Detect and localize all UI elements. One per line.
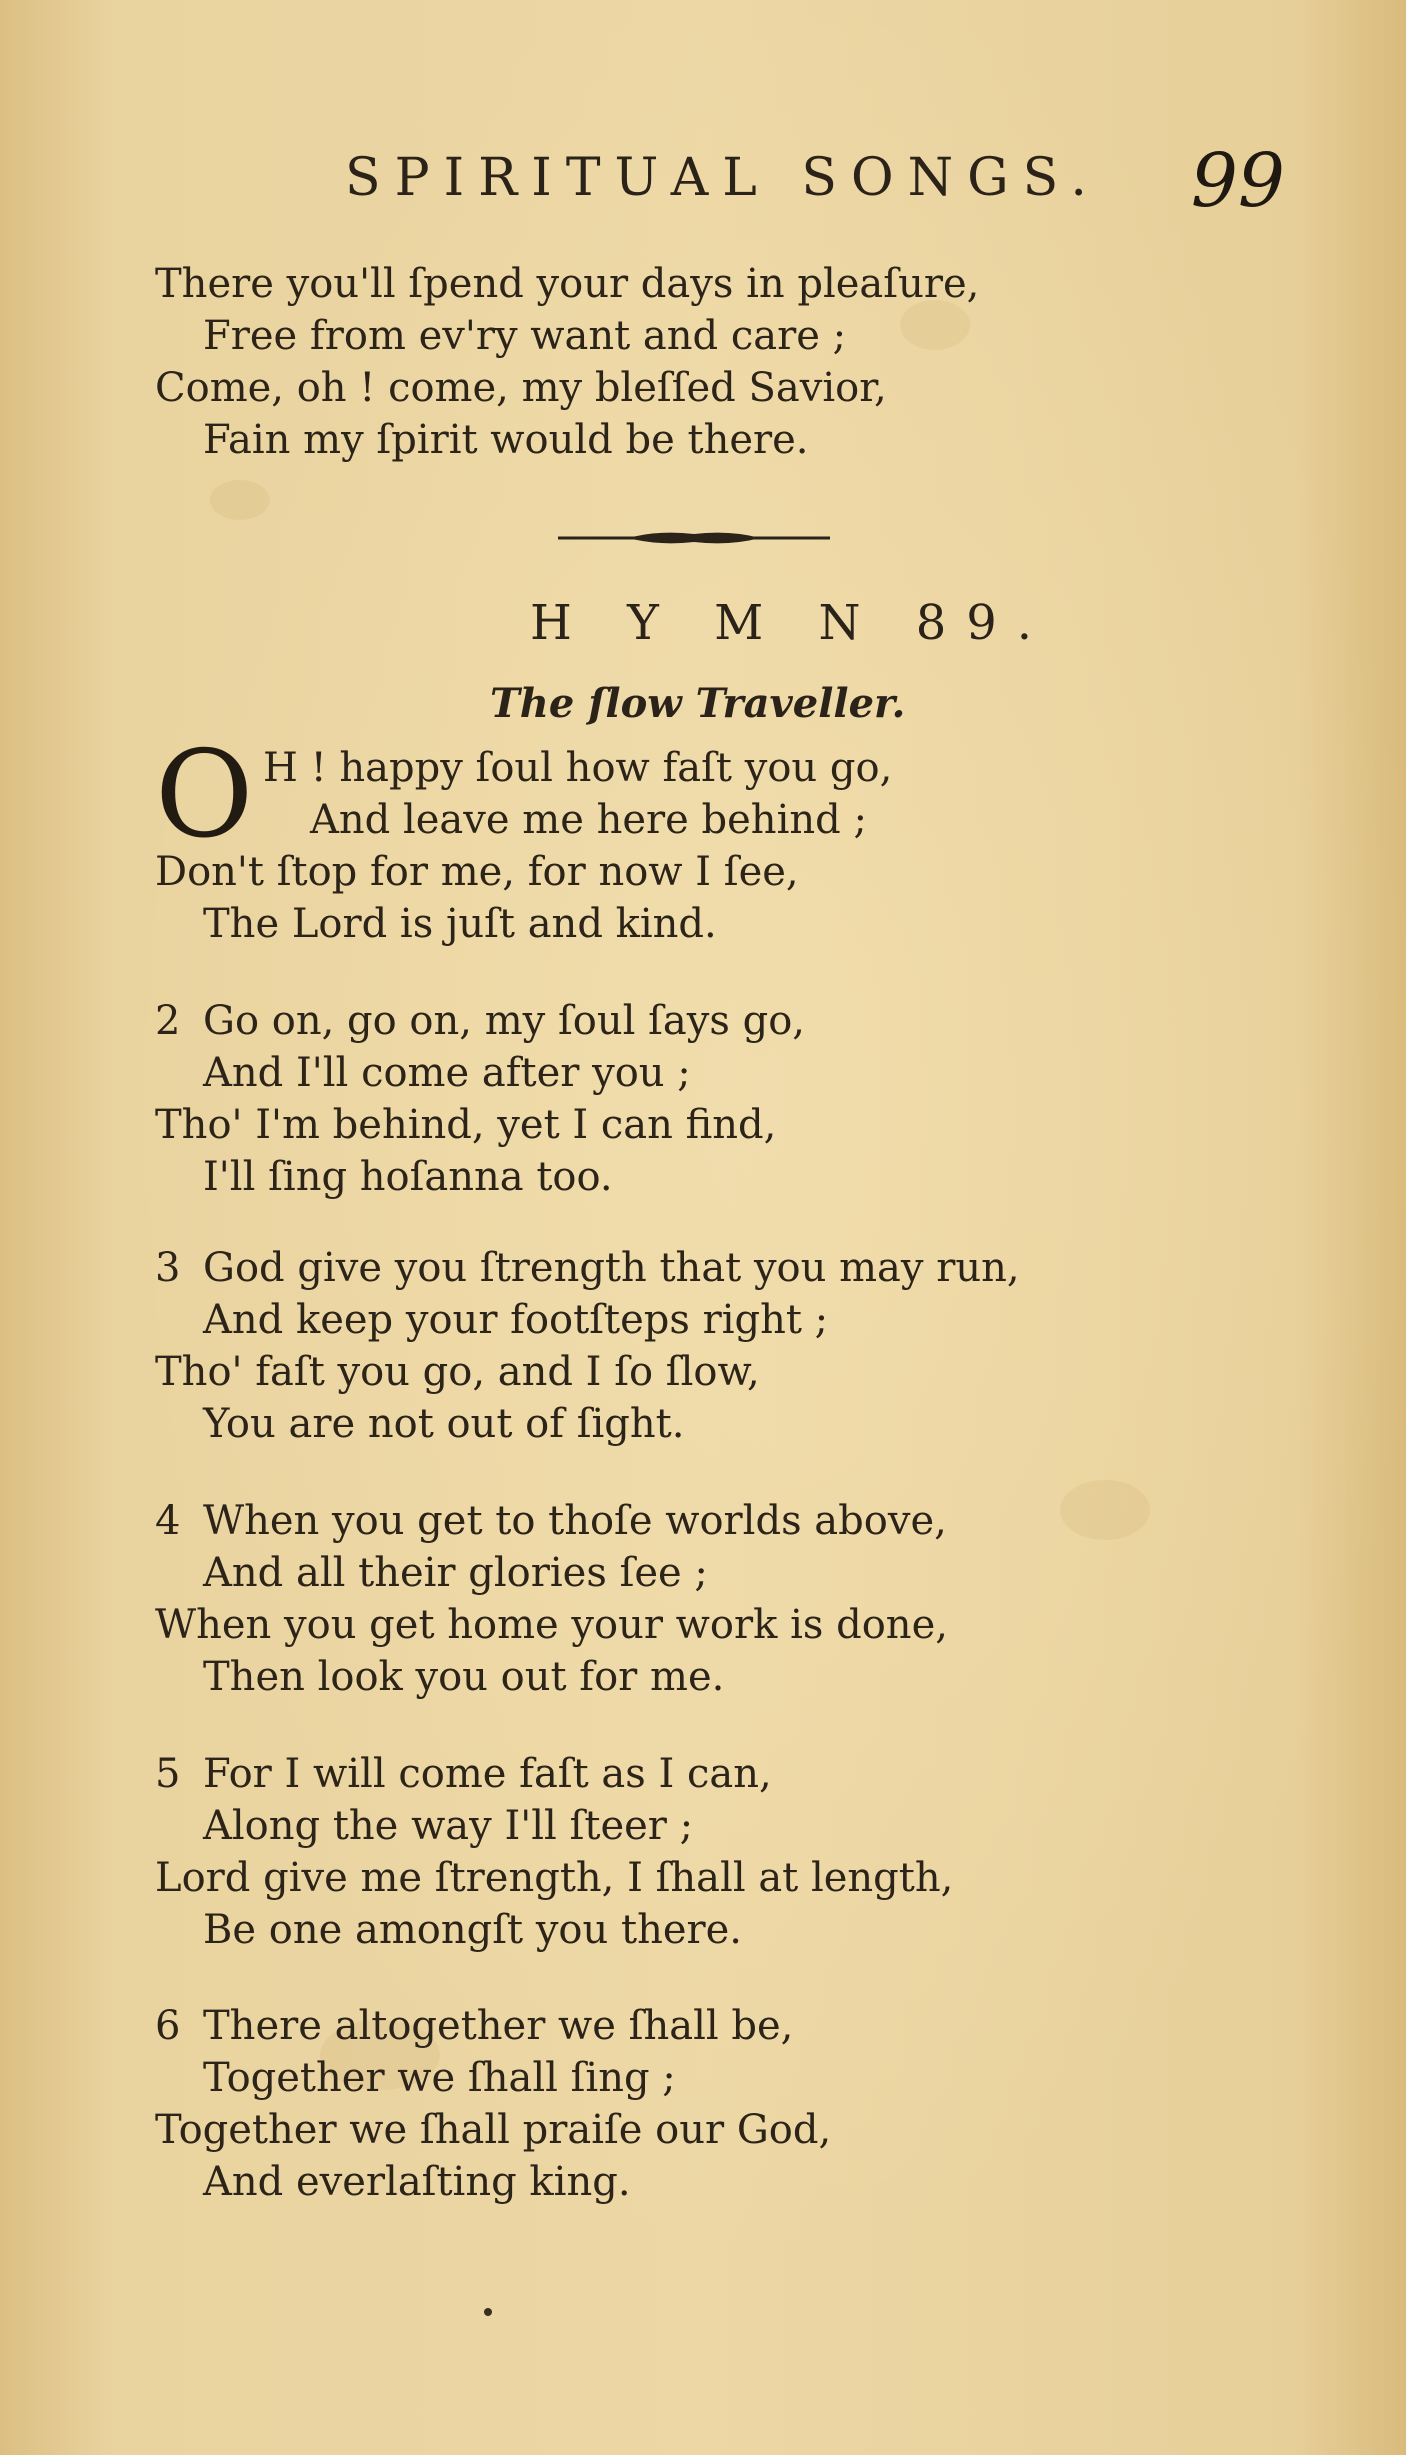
stanza-number: 2	[155, 998, 181, 1044]
verse-line: Along the way I'll ſteer ;	[203, 1803, 694, 1849]
verse-line: Lord give me ſtrength, I ſhall at length,	[155, 1855, 954, 1901]
signature-mark	[484, 2308, 492, 2316]
verse-line: Go on, go on, my ſoul ſays go,	[203, 998, 805, 1044]
verse-line: Together we ſhall ſing ;	[203, 2055, 676, 2101]
stanza-6	[155, 2000, 831, 2208]
verse-line: There altogether we ſhall be,	[203, 2003, 794, 2049]
paper-stain	[210, 480, 270, 520]
page-header	[345, 138, 1295, 224]
verse-line: H ! happy ſoul how faſt you go,	[263, 745, 893, 791]
stanza-3	[155, 1242, 1020, 1450]
section-divider-ornament	[558, 530, 830, 546]
verse-line: You are not out of ſight.	[203, 1401, 685, 1447]
verse-line: Tho' faſt you go, and I ſo ſlow,	[155, 1349, 760, 1395]
page-number: 99	[1190, 138, 1285, 224]
stanza-number: 4	[155, 1498, 181, 1544]
verse-line: And leave me here behind ;	[310, 797, 867, 843]
verse-line: Fain my ſpirit would be there.	[203, 417, 809, 463]
verse-line: When you get home your work is done,	[155, 1602, 948, 1648]
drop-cap: O	[155, 726, 254, 865]
verse-line: Be one amongſt you there.	[203, 1907, 743, 1953]
verse-line: When you get to thoſe worlds above,	[203, 1498, 947, 1544]
verse-line: And all their glories ſee ;	[203, 1550, 708, 1596]
hymn-subtitle: The ſlow Traveller.	[490, 680, 906, 727]
verse-line: Don't ſtop for me, for now I ſee,	[155, 849, 799, 895]
verse-line: And everlaſting king.	[203, 2159, 631, 2205]
verse-line: There you'll ſpend your days in pleaſure,	[155, 261, 980, 307]
verse-line: The Lord is juſt and kind.	[203, 901, 717, 947]
stanza-5	[155, 1748, 953, 1956]
hymn-title: H Y M N 89.	[530, 595, 1053, 651]
verse-line: God give you ſtrength that you may run,	[203, 1245, 1020, 1291]
verse-line: I'll ſing hoſanna too.	[203, 1154, 613, 1200]
stanza-4	[155, 1495, 948, 1703]
verse-line: Together we ſhall praiſe our God,	[155, 2107, 832, 2153]
stanza-number: 5	[155, 1751, 181, 1797]
stanza-1	[155, 726, 893, 950]
stanza-number: 3	[155, 1245, 181, 1291]
verse-line: Free from ev'ry want and care ;	[203, 313, 847, 359]
verse-line: And I'll come after you ;	[203, 1050, 691, 1096]
stanza-number: 6	[155, 2003, 181, 2049]
verse-line: Come, oh ! come, my bleſſed Savior,	[155, 365, 887, 411]
verse-line: And keep your footſteps right ;	[203, 1297, 829, 1343]
previous-hymn-verse	[155, 258, 979, 466]
paper-stain	[1060, 1480, 1150, 1540]
verse-line: For I will come faſt as I can,	[203, 1751, 772, 1797]
verse-line: Then look you out for me.	[203, 1654, 725, 1700]
stanza-2	[155, 995, 805, 1203]
verse-line: Tho' I'm behind, yet I can find,	[155, 1102, 777, 1148]
running-head: SPIRITUAL SONGS.	[345, 148, 1101, 208]
